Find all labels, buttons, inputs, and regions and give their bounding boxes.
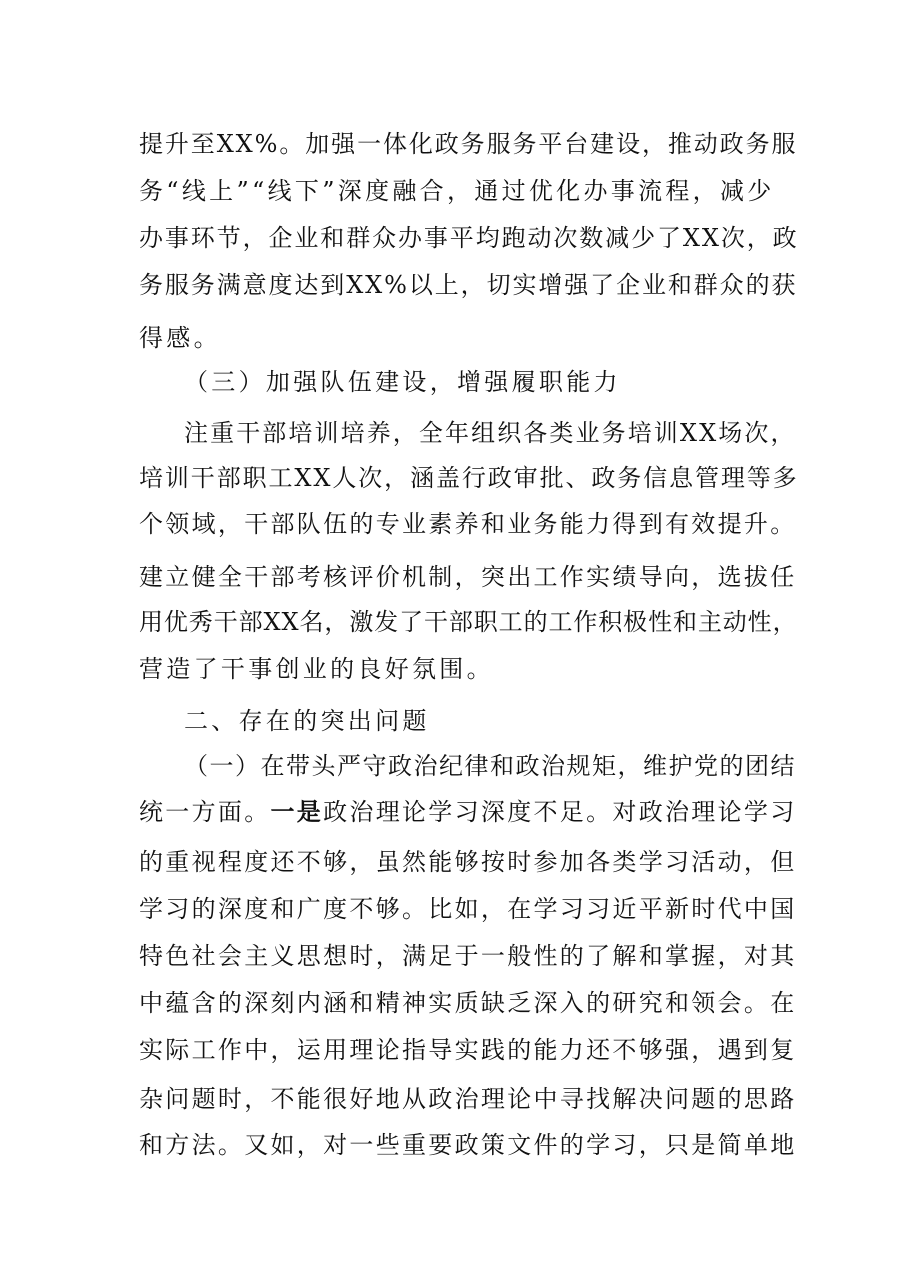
text-line: 培训干部职工XX人次，涵盖行政审批、政务信息管理等多 <box>139 464 799 492</box>
text-line: 的重视程度还不够，虽然能够按时参加各类学习活动，但 <box>139 848 797 876</box>
text-span: 统一方面。 <box>139 798 271 826</box>
bold-lead: 一是 <box>270 797 324 826</box>
text-line: 杂问题时，不能很好地从政治理论中寻找解决问题的思路 <box>139 1085 797 1113</box>
section-heading: （三）加强队伍建设，增强履职能力 <box>184 368 621 396</box>
section-heading: 二、存在的突出问题 <box>184 707 430 735</box>
text-line: 务服务满意度达到XX%以上，切实增强了企业和群众的获 <box>139 271 798 299</box>
text-span: 政治理论学习深度不足。对政治理论学习 <box>323 798 797 826</box>
text-line: 得感。 <box>139 324 221 352</box>
text-line <box>139 796 797 828</box>
text-line: 建立健全干部考核评价机制，突出工作实绩导向，选拔任 <box>139 563 797 591</box>
text-line: 和方法。又如，对一些重要政策文件的学习，只是简单地 <box>139 1131 797 1159</box>
subsection-heading: （一）在带头严守政治纪律和政治规矩，维护党的团结 <box>184 752 796 780</box>
text-line: 注重干部培训培养，全年组织各类业务培训XX场次， <box>184 419 797 447</box>
text-line: 学习的深度和广度不够。比如，在学习习近平新时代中国 <box>139 895 797 923</box>
text-line: 营造了干事创业的良好氛围。 <box>139 655 494 683</box>
text-line: 中蕴含的深刻内涵和精神实质缺乏深入的研究和领会。在 <box>139 989 797 1017</box>
text-line: 实际工作中，运用理论指导实践的能力还不够强，遇到复 <box>139 1036 797 1064</box>
text-line: 个领域，干部队伍的专业素养和业务能力得到有效提升。 <box>139 510 797 538</box>
text-line: 务“线上”“线下”深度融合，通过优化办事流程，减少 <box>139 177 775 205</box>
text-line: 办事环节，企业和群众办事平均跑动次数减少了XX次，政 <box>139 224 799 252</box>
text-line: 用优秀干部XX名，激发了干部职工的工作积极性和主动性， <box>139 608 798 636</box>
text-line: 提升至XX%。加强一体化政务服务平台建设，推动政务服 <box>139 130 798 158</box>
text-line: 特色社会主义思想时，满足于一般性的了解和掌握，对其 <box>139 942 797 970</box>
